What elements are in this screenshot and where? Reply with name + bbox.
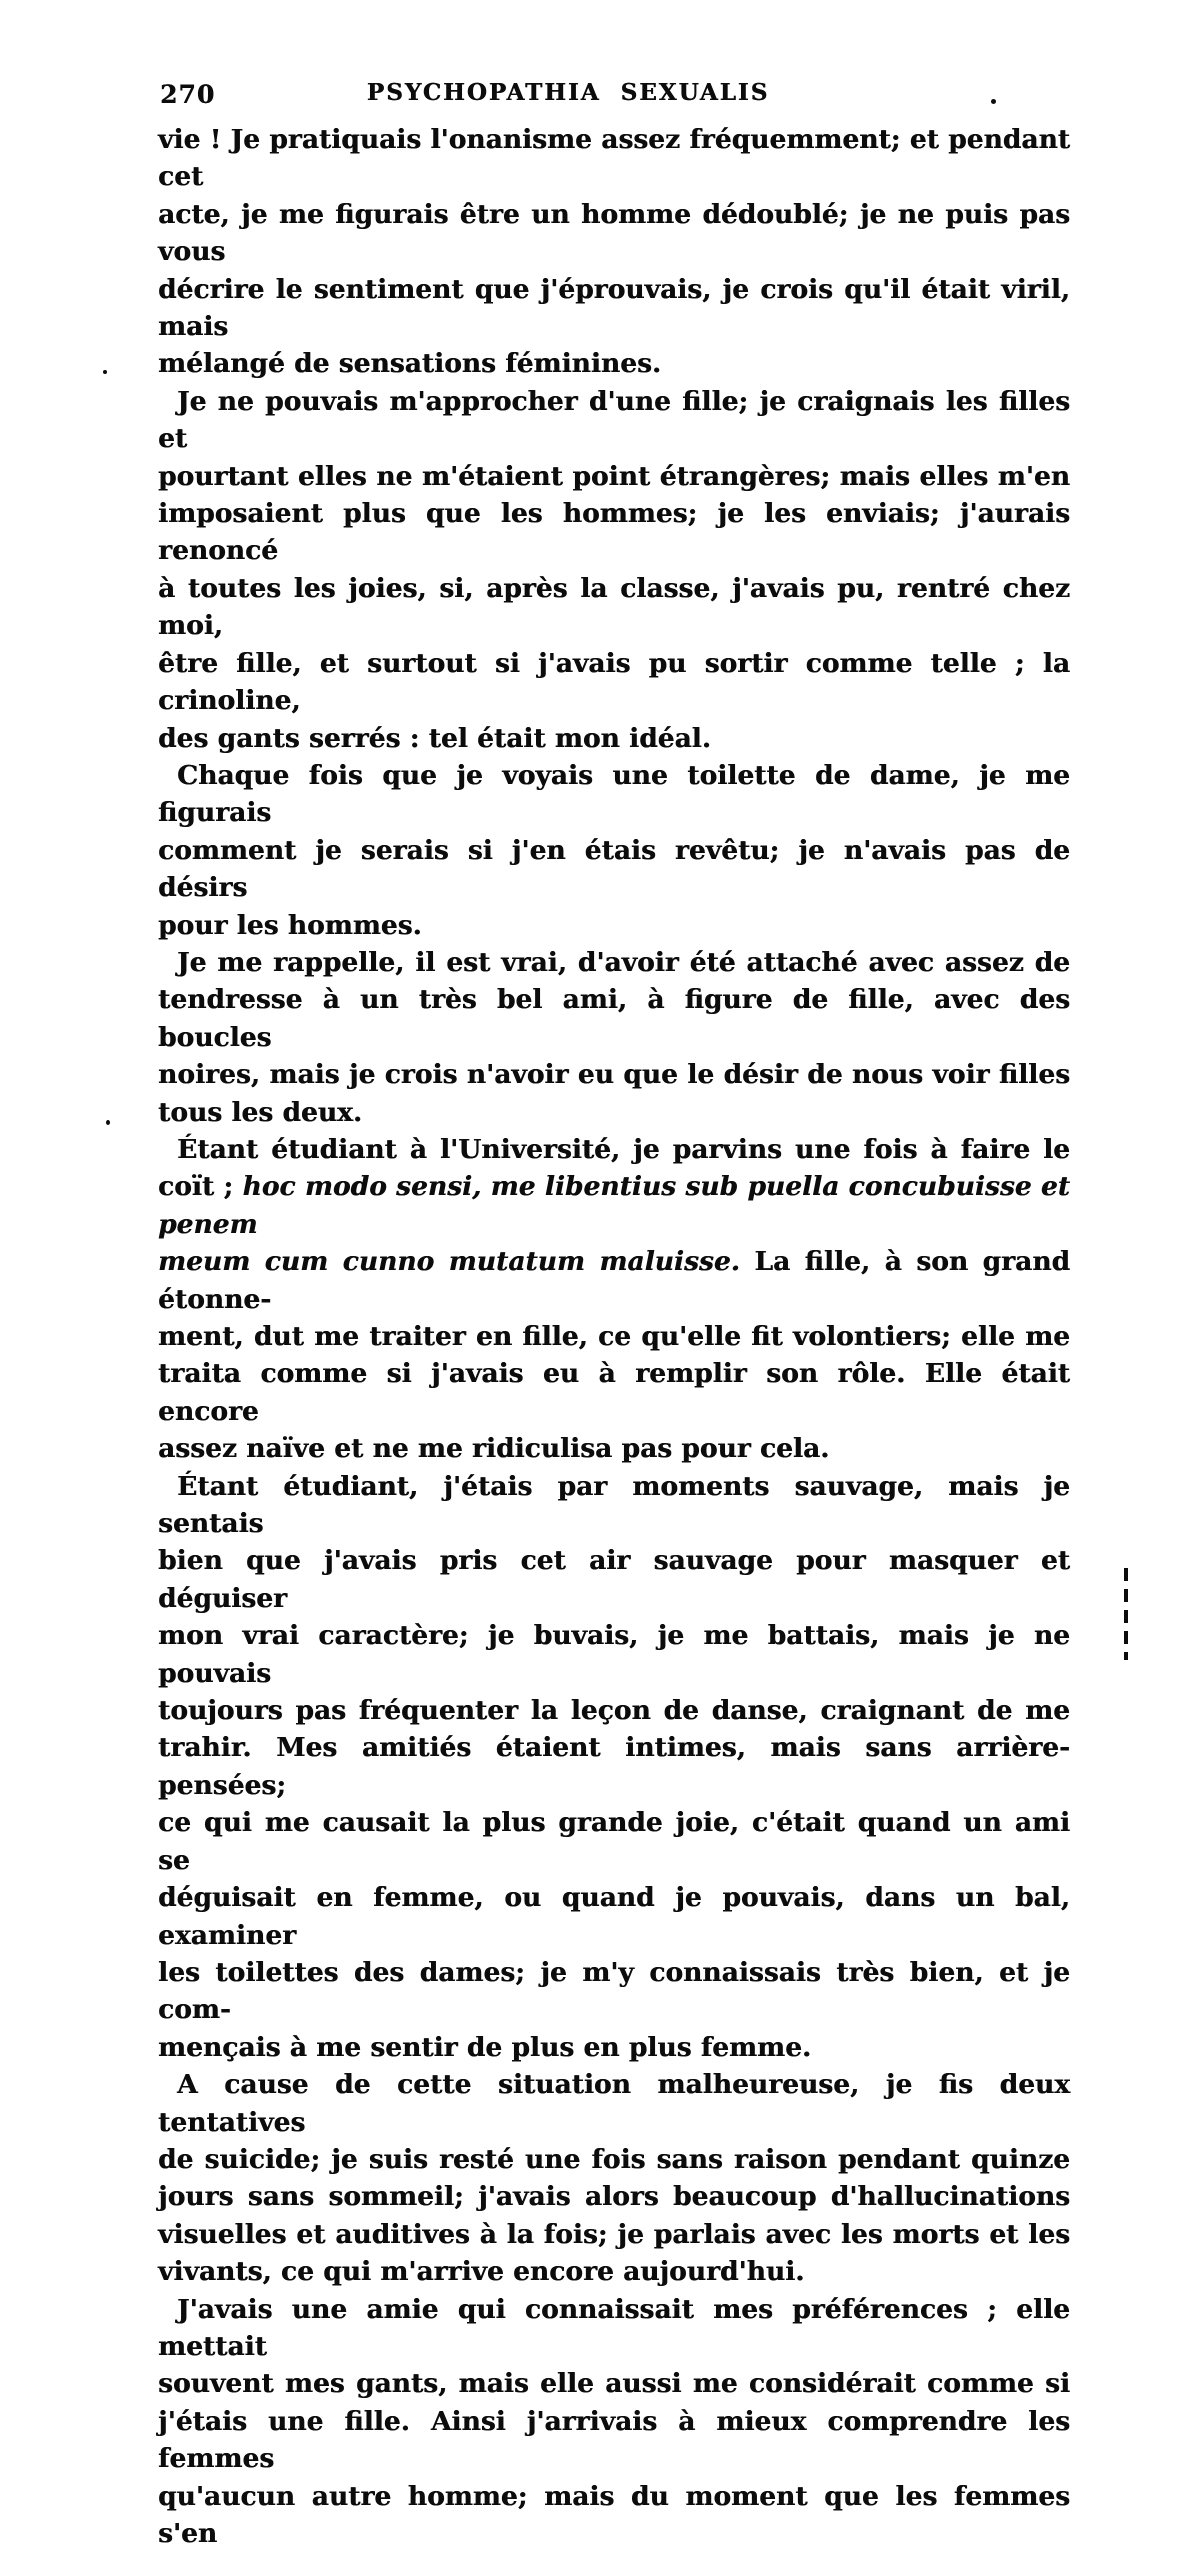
text-line: mençais à me sentir de plus en plus femme. [158, 2031, 812, 2063]
text-line: assez naïve et ne me ridiculisa pas pour cela. [158, 1433, 830, 1465]
paragraph [158, 1468, 1070, 2067]
text-line: imposaient plus que les hommes; je les enviais; j'aurais renoncé [158, 498, 1070, 567]
paragraph [158, 121, 1070, 383]
text-line: les toilettes des dames; je m'y connaissais très bien, et je com- [158, 1956, 1070, 2026]
text-line: visuelles et auditives à la fois; je parlais avec les morts et les [158, 2218, 1070, 2250]
text-line: à toutes les joies, si, après la classe, j'avais pu, rentré chez moi, [158, 572, 1070, 642]
text-line: meum cum cunno mutatum maluisse. La fille, à son grand étonne- [158, 1246, 1070, 1315]
paragraph [158, 1131, 1070, 1468]
text-line: mélangé de sensations féminines. [158, 348, 662, 380]
text-line: J'avais une amie qui connaissait mes préférences ; elle mettait [158, 2293, 1070, 2362]
text-line: coït ; hoc modo sensi, me libentius sub puella concubuisse et penem [158, 1171, 1070, 1240]
text-line: trahir. Mes amitiés étaient intimes, mais sans arrière-pensées; [158, 1732, 1070, 1801]
text-line: déguisait en femme, ou quand je pouvais, dans un bal, examiner [158, 1882, 1070, 1951]
text-line: mon vrai caractère; je buvais, je me battais, mais je ne pouvais [158, 1620, 1070, 1689]
text-line: Étant étudiant à l'Université, je parvins une fois à faire le [177, 1133, 1070, 1165]
paragraph [158, 2066, 1070, 2290]
text-line: ment, dut me traiter en fille, ce qu'elle fit volontiers; elle me [158, 1321, 1070, 1352]
text-line: Je ne pouvais m'approcher d'une fille; je craignais les filles et [158, 385, 1070, 455]
text-line: bien que j'avais pris cet air sauvage pour masquer et déguiser [158, 1545, 1070, 1614]
text-line: vie ! Je pratiquais l'onanisme assez fréquemment; et pendant cet [158, 124, 1070, 193]
page-number: 270 [160, 80, 216, 109]
text-line: jours sans sommeil; j'avais alors beaucoup d'hallucinations [158, 2181, 1070, 2213]
text-line: souvent mes gants, mais elle aussi me considérait comme si [158, 2368, 1070, 2400]
text-line: comment je serais si j'en étais revêtu; je n'avais pas de désirs [158, 834, 1070, 904]
text-line: des gants serrés : tel était mon idéal. [158, 722, 711, 754]
ink-speck [991, 99, 996, 104]
scan-artifact-dashed-line [1124, 1568, 1128, 1660]
paragraph [158, 383, 1070, 757]
text-line: toujours pas fréquenter la leçon de danse, craignant de me [158, 1695, 1070, 1727]
text-line: Je me rappelle, il est vrai, d'avoir été attaché avec assez de [177, 946, 1070, 978]
text-line: pour les hommes. [158, 909, 422, 941]
text-line: de suicide; je suis resté une fois sans raison pendant quinze [158, 2143, 1070, 2175]
text-line: ce qui me causait la plus grande joie, c'était quand un ami se [158, 1807, 1070, 1876]
paragraph [158, 757, 1070, 944]
text-line: Chaque fois que je voyais une toilette de dame, je me figurais [158, 759, 1070, 829]
text-line: noires, mais je crois n'avoir eu que le désir de nous voir filles [158, 1059, 1070, 1091]
text-line: j'étais une fille. Ainsi j'arrivais à mieux comprendre les femmes [158, 2405, 1070, 2475]
text-line: Étant étudiant, j'étais par moments sauvage, mais je sentais [158, 1470, 1070, 1540]
page-body [158, 121, 1070, 2552]
ink-speck [103, 370, 107, 374]
text-line: décrire le sentiment que j'éprouvais, je crois qu'il était viril, mais [158, 273, 1070, 343]
text-line: pourtant elles ne m'étaient point étrangères; mais elles m'en [158, 460, 1070, 492]
text-line: tous les deux. [158, 1096, 363, 1128]
text-line: acte, je me figurais être un homme dédoublé; je ne puis pas vous [158, 198, 1070, 268]
running-header-title: PSYCHOPATHIA SEXUALIS [366, 79, 770, 106]
paragraph [158, 2291, 1070, 2552]
text-line: être fille, et surtout si j'avais pu sortir comme telle ; la crinoline, [158, 647, 1070, 717]
ink-speck [106, 1120, 110, 1125]
text-line: A cause de cette situation malheureuse, je fis deux tentatives [158, 2069, 1070, 2138]
paragraph [158, 944, 1070, 1131]
text-line: vivants, ce qui m'arrive encore aujourd'hui. [158, 2256, 805, 2288]
text-line: qu'aucun autre homme; mais du moment que les femmes s'en [158, 2480, 1070, 2549]
text-line: traita comme si j'avais eu à remplir son rôle. Elle était encore [158, 1358, 1070, 1427]
text-line: tendresse à un très bel ami, à figure de fille, avec des boucles [158, 984, 1070, 1053]
